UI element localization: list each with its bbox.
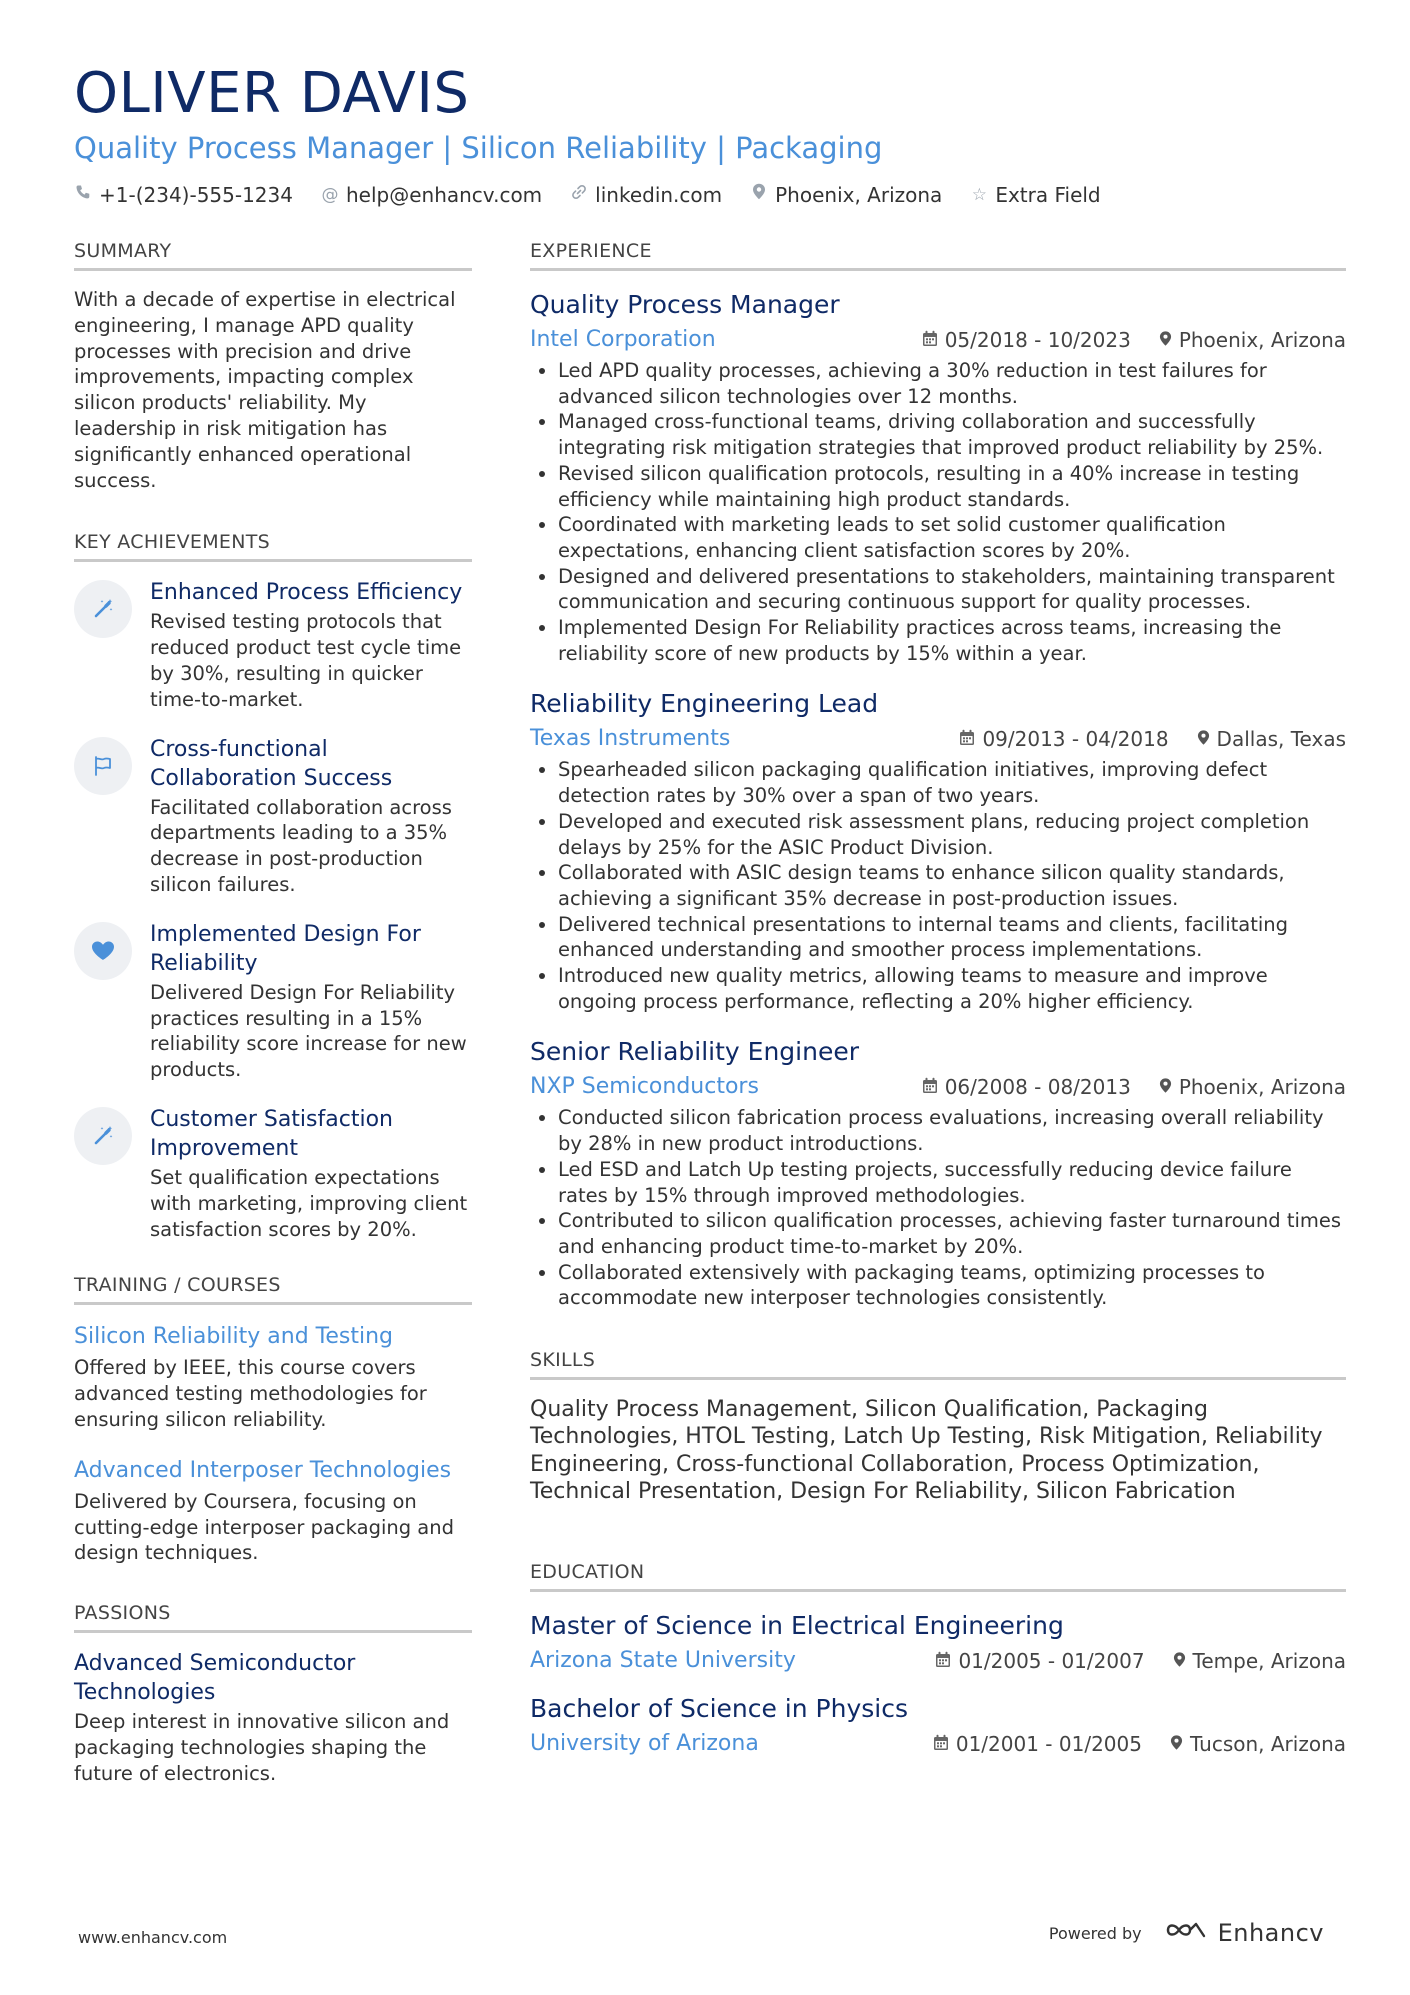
achievement-text: Set qualification expectations with marketing, improving client satisfaction scores by 20%. [150, 1165, 468, 1241]
contact-phone-text: +1-(234)-555-1234 [99, 183, 293, 207]
job-dates-text: 05/2018 - 10/2023 [944, 328, 1131, 352]
bullet-item: • Delivered technical presentations to internal teams and clients, facilitating enhanced understanding and smoother process implementations. [558, 912, 1346, 963]
achievements-section [74, 529, 472, 1242]
job-title: Senior Reliability Engineer [530, 1037, 859, 1067]
footer-website[interactable]: www.enhancv.com [78, 1928, 228, 1947]
job-location-text: Phoenix, Arizona [1178, 328, 1346, 352]
education-meta [530, 1728, 1346, 1760]
achievement-text: Revised testing protocols that reduced product test cycle time by 30%, resulting in quicker time-to-market. [150, 610, 462, 711]
education-degree: Master of Science in Electrical Engineering [530, 1611, 1064, 1641]
calendar-icon [935, 1649, 951, 1673]
job-location-text: Phoenix, Arizona [1178, 1075, 1346, 1100]
contact-email-text: help@enhancv.com [345, 183, 543, 207]
bullet-item: • Developed and executed risk assessment plans, reducing project completion delays by 25% for the ASIC Product Division. [558, 809, 1346, 860]
job-company: Intel Corporation [530, 327, 716, 352]
course-item [74, 1455, 472, 1566]
education-meta [530, 1645, 1346, 1677]
education-entry [530, 1608, 1346, 1677]
job-location-text: Dallas, Texas [1216, 727, 1346, 752]
phone-icon [74, 180, 92, 210]
bullet-item: • Introduced new quality metrics, allowing teams to measure and improve ongoing process performance, reflecting a 20% higher efficiency. [558, 963, 1346, 1014]
calendar-icon [959, 727, 975, 751]
job-dates-text: 09/2013 - 04/2018 [982, 727, 1169, 752]
enhancv-logo[interactable] [1164, 1918, 1324, 1948]
achievement-title: Implemented Design For Reliability [150, 921, 421, 976]
achievement-title: Enhanced Process Efficiency [150, 580, 463, 606]
job-bullets [530, 757, 1346, 1014]
map-pin-icon [1159, 1075, 1172, 1099]
course-text: Delivered by Coursera, focusing on cutting-edge interposer packaging and design techniques. [74, 1489, 454, 1565]
job-title: Quality Process Manager [530, 290, 840, 319]
contact-location [750, 180, 942, 210]
achievement-item [74, 578, 472, 712]
bullet-item: • Revised silicon qualification protocols, resulting in a 40% increase in testing efficiency while maintaining high product standards. [558, 461, 1346, 512]
calendar-icon [933, 1732, 949, 1756]
skills-text: Quality Process Management, Silicon Qualification, Packaging Technologies, HTOL Testing, Latch Up Testing, Risk Mitigation, Reliability Engineering, Cross-functional Collaboration, Process Optimization, Technical Presentation, Design For Reliability, Silicon Fabrication [530, 1397, 1323, 1504]
bullet-item: • Managed cross-functional teams, driving collaboration and successfully integrating risk mitigation strategies that improved product reliability by 25%. [558, 409, 1346, 460]
skills-section [530, 1347, 1346, 1505]
map-pin-icon [1197, 727, 1210, 751]
at-icon: @ [321, 185, 339, 205]
education-location-text: Tucson, Arizona [1189, 1732, 1346, 1757]
job-meta-right [922, 1075, 1346, 1099]
education-dates [933, 1732, 1142, 1756]
passion-text: Deep interest in innovative silicon and packaging technologies shaping the future of electronics. [74, 1710, 450, 1785]
flag-icon [74, 737, 132, 795]
map-pin-icon [1173, 1649, 1186, 1673]
candidate-headline: Quality Process Manager | Silicon Reliability | Packaging [74, 131, 883, 165]
contact-row [74, 180, 1344, 210]
contact-extra [970, 180, 1100, 210]
contact-location-text: Phoenix, Arizona [775, 183, 943, 207]
section-title-skills: SKILLS [530, 1347, 1346, 1380]
bullet-item: • Conducted silicon fabrication process evaluations, increasing overall reliability by 28% in new product introductions. [558, 1105, 1346, 1156]
job-company: NXP Semiconductors [530, 1074, 759, 1100]
star-icon: ☆ [971, 185, 987, 205]
contact-email[interactable] [321, 180, 542, 210]
powered-by-text: Powered by [1048, 1923, 1142, 1943]
job-title: Reliability Engineering Lead [530, 689, 879, 719]
job-bullets [530, 358, 1346, 666]
summary-section [74, 238, 472, 493]
job-meta [530, 1071, 1346, 1103]
section-title-education: EDUCATION [530, 1559, 1346, 1592]
achievement-title: Cross-functional Collaboration Success [150, 736, 393, 791]
achievement-text: Facilitated collaboration across departments leading to a 35% decrease in post-production silicon failures. [150, 795, 452, 896]
passion-title: Advanced Semiconductor Technologies [74, 1651, 356, 1706]
bullet-item: • Contributed to silicon qualification processes, achieving faster turnaround times and enhancing product time-to-market by 20%. [558, 1208, 1346, 1259]
education-location [1173, 1649, 1346, 1673]
course-text: Offered by IEEE, this course covers advanced testing methodologies for ensuring silicon reliability. [74, 1356, 427, 1431]
job-location [1197, 727, 1346, 751]
left-column [74, 238, 472, 1787]
education-location [1170, 1732, 1346, 1756]
calendar-icon [922, 1075, 938, 1099]
section-title-training: TRAINING / COURSES [74, 1272, 472, 1305]
enhancv-logo-text: Enhancv [1217, 1919, 1324, 1947]
job-meta [530, 324, 1346, 356]
course-title: Advanced Interposer Technologies [74, 1457, 452, 1483]
footer-branding [1049, 1918, 1324, 1948]
job-meta-right [922, 328, 1346, 352]
job-dates [922, 328, 1131, 352]
experience-section [530, 238, 1346, 1311]
education-meta-right [935, 1649, 1346, 1673]
resume-header [74, 60, 1344, 210]
achievement-item [74, 920, 472, 1083]
education-dates-text: 01/2005 - 01/2007 [958, 1649, 1145, 1674]
achievement-item [74, 735, 472, 898]
achievement-text: Delivered Design For Reliability practices resulting in a 15% reliability score increase for new products. [150, 980, 467, 1082]
course-title: Silicon Reliability and Testing [74, 1324, 393, 1350]
passions-section [74, 1600, 472, 1786]
section-title-passions: PASSIONS [74, 1600, 472, 1633]
training-section [74, 1272, 472, 1566]
map-pin-icon [1170, 1732, 1183, 1756]
magic-wand-icon [74, 1107, 132, 1165]
bullet-item: • Led APD quality processes, achieving a 30% reduction in test failures for advanced silicon technologies over 12 months. [558, 358, 1346, 409]
education-school: University of Arizona [530, 1731, 759, 1757]
map-pin-icon [750, 180, 768, 210]
bullet-item: • Led ESD and Latch Up testing projects, successfully reducing device failure rates by 15% through improved methodologies. [558, 1157, 1346, 1208]
bullet-item: • Spearheaded silicon packaging qualification initiatives, improving defect detection rates by 30% over a span of two years. [558, 757, 1346, 808]
section-title-experience: EXPERIENCE [530, 238, 1346, 271]
contact-extra-text: Extra Field [995, 183, 1101, 207]
bullet-item: • Coordinated with marketing leads to set solid customer qualification expectations, enhancing client satisfaction scores by 20%. [558, 512, 1346, 563]
education-school: Arizona State University [530, 1648, 796, 1674]
contact-phone[interactable] [74, 180, 293, 210]
education-dates-text: 01/2001 - 01/2005 [955, 1732, 1142, 1757]
job-meta-right [959, 727, 1346, 751]
achievement-item [74, 1105, 472, 1242]
education-entry [530, 1691, 1346, 1760]
heart-icon [74, 922, 132, 980]
job-location [1159, 328, 1346, 352]
summary-text: With a decade of expertise in electrical engineering, I manage APD quality processes with precision and drive improvements, impacting complex silicon products' reliability. My leadership in risk mitigation has significantly enhanced operational success. [74, 288, 456, 492]
education-degree: Bachelor of Science in Physics [530, 1694, 909, 1724]
job-entry [530, 686, 1346, 1014]
bullet-item: • Implemented Design For Reliability practices across teams, increasing the reliability score of new products by 15% within a year. [558, 615, 1346, 666]
course-item [74, 1321, 472, 1432]
education-section [530, 1559, 1346, 1760]
enhancv-logo-icon [1164, 1918, 1208, 1948]
bullet-item: • Collaborated with ASIC design teams to enhance silicon quality standards, achieving a significant 35% decrease in post-production issues. [558, 860, 1346, 911]
right-column [530, 238, 1346, 1774]
job-company: Texas Instruments [530, 726, 731, 752]
job-entry [530, 1034, 1346, 1311]
map-pin-icon [1159, 328, 1172, 352]
job-bullets [530, 1105, 1346, 1311]
job-meta [530, 723, 1346, 755]
section-title-summary: SUMMARY [74, 238, 472, 271]
bullet-item: • Designed and delivered presentations to stakeholders, maintaining transparent communication and securing continuous support for quality processes. [558, 564, 1346, 615]
bullet-item: • Collaborated extensively with packaging teams, optimizing processes to accommodate new interposer technologies consistently. [558, 1260, 1346, 1311]
contact-linkedin[interactable] [570, 180, 722, 210]
education-dates [935, 1649, 1144, 1673]
contact-linkedin-text: linkedin.com [595, 183, 723, 207]
section-title-achievements: KEY ACHIEVEMENTS [74, 529, 472, 562]
job-dates [922, 1075, 1131, 1099]
job-dates [959, 727, 1168, 751]
achievement-title: Customer Satisfaction Improvement [150, 1106, 393, 1161]
job-dates-text: 06/2008 - 08/2013 [944, 1075, 1131, 1100]
job-location [1159, 1075, 1346, 1099]
passion-item [74, 1649, 472, 1786]
education-location-text: Tempe, Arizona [1192, 1649, 1346, 1674]
calendar-icon [922, 328, 938, 352]
candidate-name: OLIVER DAVIS [74, 61, 470, 126]
link-icon [570, 180, 588, 210]
job-entry [530, 287, 1346, 666]
education-meta-right [933, 1732, 1346, 1756]
magic-wand-icon [74, 580, 132, 638]
